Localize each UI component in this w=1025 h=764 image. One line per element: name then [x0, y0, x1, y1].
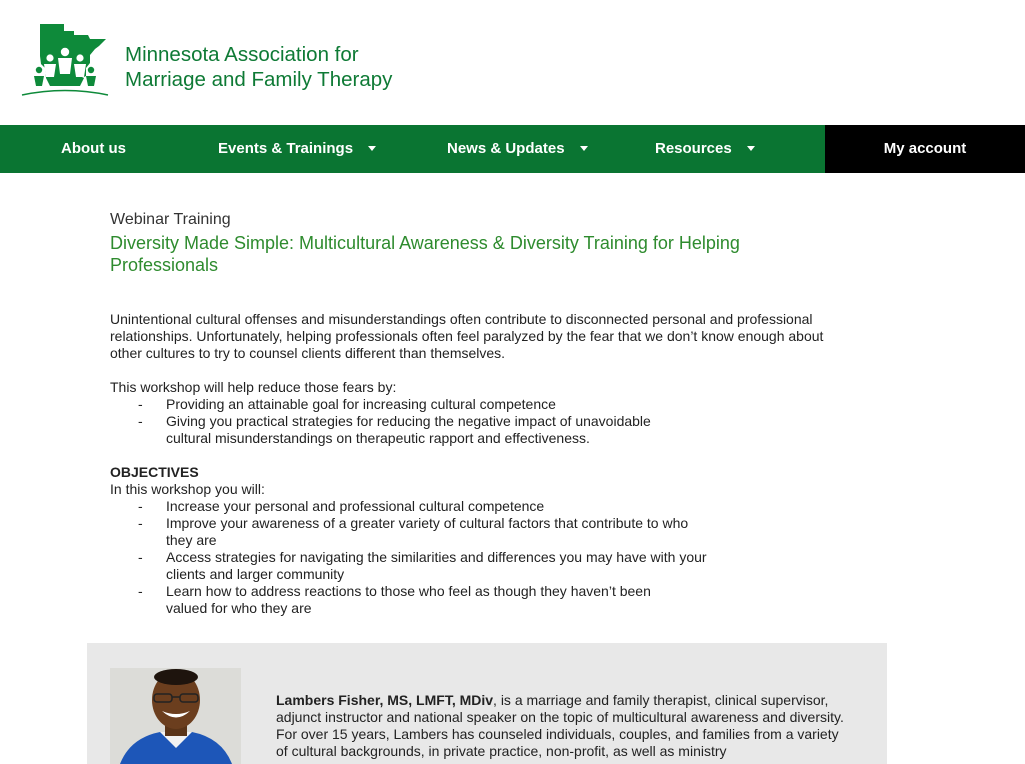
article-eyebrow: Webinar Training [110, 211, 231, 228]
chevron-down-icon [368, 146, 376, 151]
speaker-portrait-icon [110, 668, 241, 764]
my-account-button[interactable] [825, 125, 1025, 173]
list-item: - Giving you practical strategies for reducing the negative impact of unavoidable cultural misunderstandings on therapeutic rapport and effectiveness. [110, 413, 680, 447]
speaker-photo [110, 668, 241, 764]
chevron-down-icon [747, 146, 755, 151]
objectives-heading: OBJECTIVES [110, 464, 199, 480]
nav-about-us-label: About us [61, 140, 126, 157]
main-navigation [0, 125, 1025, 173]
chevron-down-icon [580, 146, 588, 151]
site-name-line-1: Minnesota Association for [125, 43, 359, 66]
list-item: - Increase your personal and professional cultural competence [110, 498, 710, 515]
list-item: - Providing an attainable goal for increasing cultural competence [110, 396, 710, 413]
article-content [110, 210, 840, 617]
nav-resources-label: Resources [655, 140, 732, 157]
nav-about-us[interactable] [61, 125, 126, 173]
objectives-lead: In this workshop you will: [110, 481, 265, 497]
article-title: Diversity Made Simple: Multicultural Awareness & Diversity Training for Helping Professionals [110, 233, 740, 275]
speaker-bio-description: , is a marriage and family therapist, clinical supervisor, adjunct instructor and national speaker on the topic of multicultural awareness and diversity. For over 15 years, Lambers has counseled individuals, couples, and families from a variety of cultural backgrounds, in private practice, non-profit, as well as ministry [276, 692, 844, 759]
site-name-line-2: Marriage and Family Therapy [125, 68, 393, 91]
nav-events-trainings[interactable] [218, 125, 376, 173]
my-account-label: My account [883, 140, 967, 157]
site-name[interactable] [125, 42, 392, 92]
nav-news-updates-label: News & Updates [447, 140, 565, 157]
benefits-lead: This workshop will help reduce those fears by: [110, 379, 397, 395]
site-header [0, 0, 1025, 125]
nav-events-trainings-label: Events & Trainings [218, 140, 354, 157]
objectives-list [110, 498, 710, 617]
mamft-logo-icon[interactable] [20, 22, 110, 98]
speaker-bio [87, 643, 887, 764]
benefits-list [110, 396, 710, 447]
nav-news-updates[interactable] [447, 125, 588, 173]
nav-resources[interactable] [655, 125, 755, 173]
speaker-bio-text [276, 692, 846, 760]
article-intro: Unintentional cultural offenses and misunderstandings often contribute to disconnected personal and professional relationships. Unfortunately, helping professionals often feel paralyzed by the fear that we don’t know enough about other cultures to try to counsel clients different than themselves. [110, 311, 824, 361]
speaker-name: Lambers Fisher, MS, LMFT, MDiv [276, 692, 494, 708]
list-item: - Improve your awareness of a greater variety of cultural factors that contribute to who they are [110, 515, 690, 549]
list-item: - Learn how to address reactions to those who feel as though they haven’t been valued for who they are [110, 583, 690, 617]
list-item: - Access strategies for navigating the similarities and differences you may have with your clients and larger community [110, 549, 710, 583]
